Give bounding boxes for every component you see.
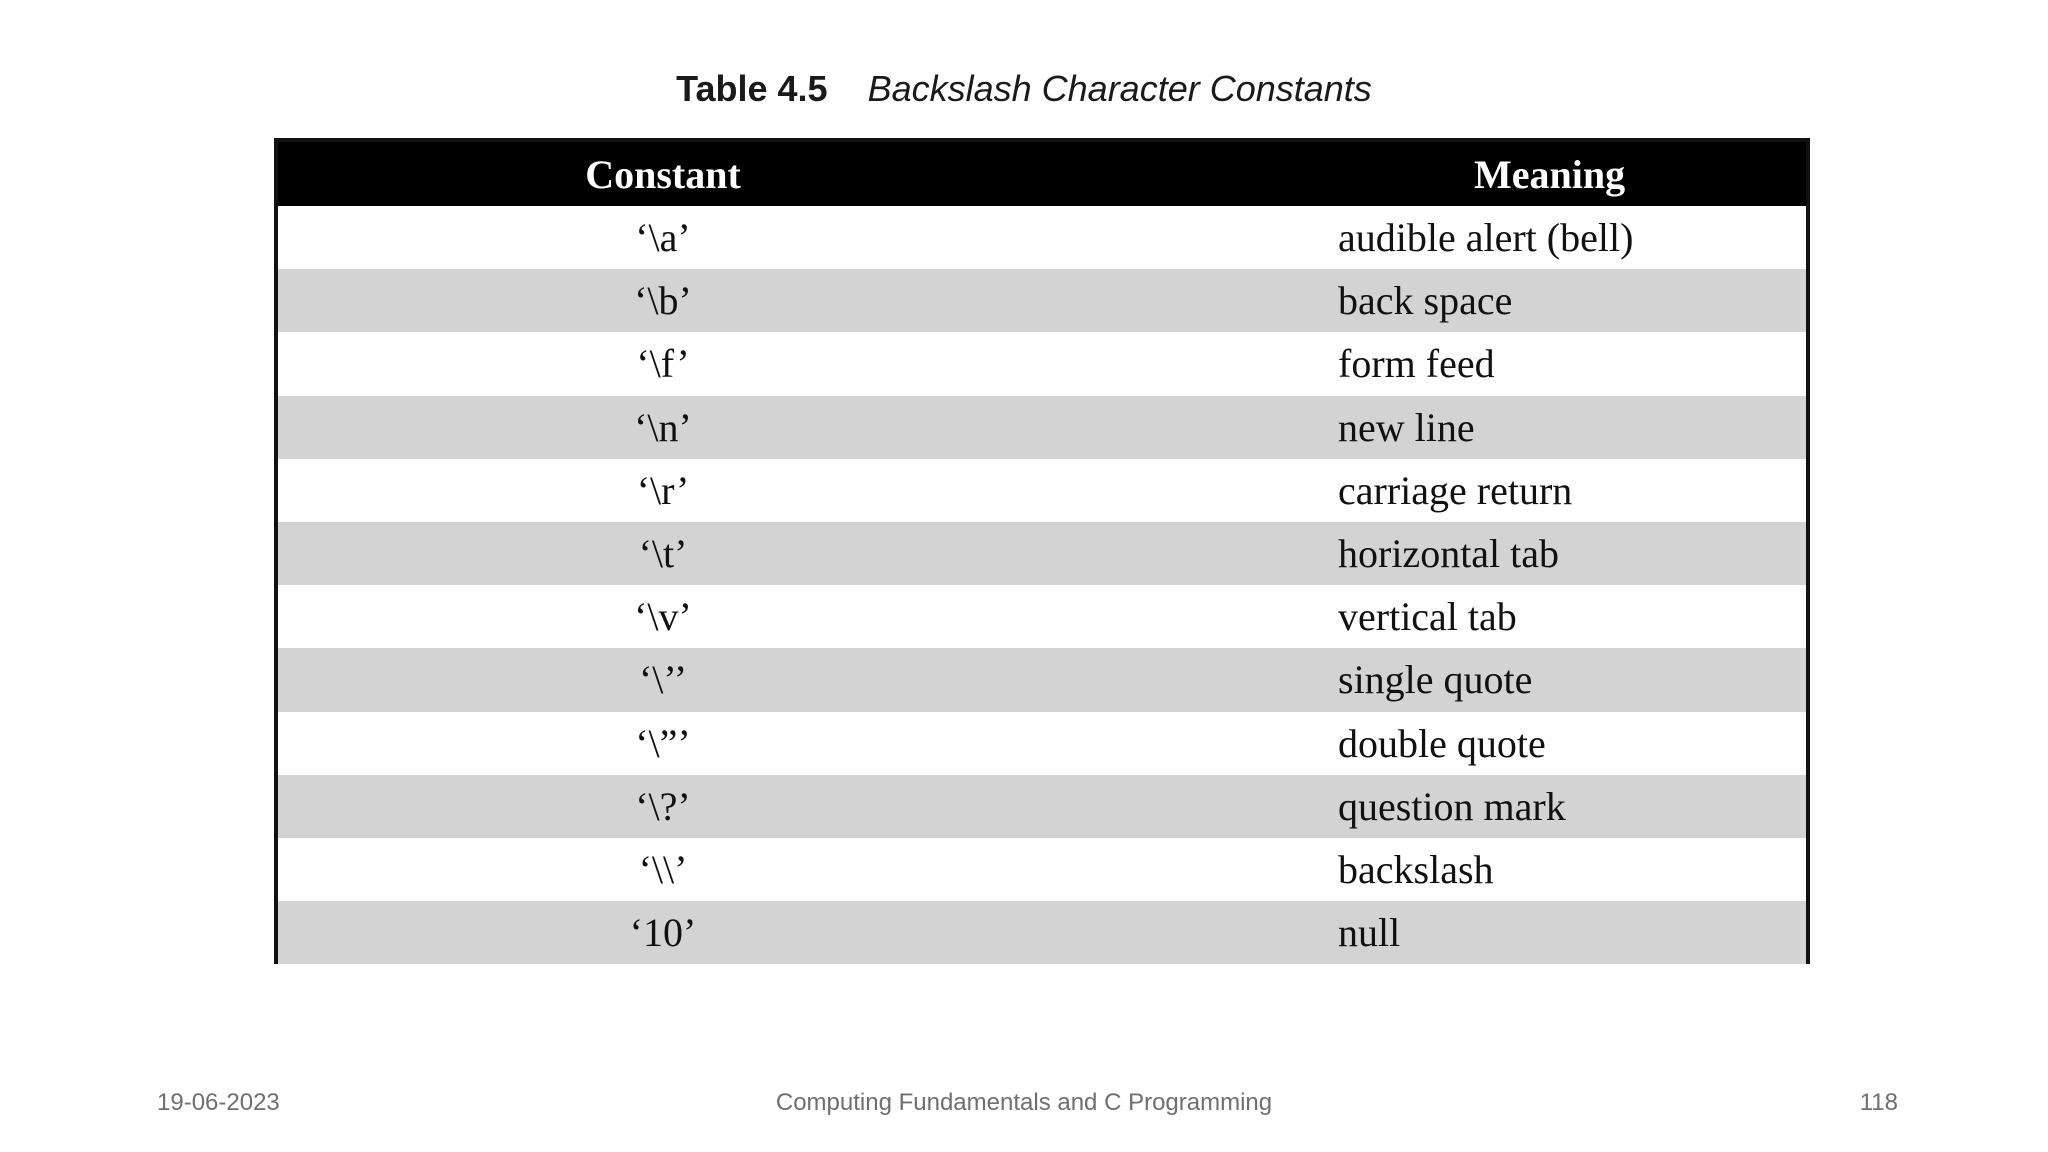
meaning-cell: form feed — [1338, 341, 1495, 387]
constant-cell: ‘\’’ — [638, 657, 688, 703]
meaning-cell: question mark — [1338, 783, 1566, 829]
constant-cell: ‘10’ — [629, 910, 697, 956]
table-header — [278, 142, 1806, 206]
table-row — [278, 206, 1806, 269]
constant-cell: ‘\?’ — [635, 783, 691, 829]
meaning-cell: single quote — [1338, 657, 1533, 703]
table-row — [278, 269, 1806, 332]
meaning-cell: null — [1338, 910, 1401, 956]
meaning-cell: back space — [1338, 278, 1513, 324]
header-row — [278, 142, 1806, 206]
meaning-cell: audible alert (bell) — [1338, 215, 1634, 261]
table-row — [278, 838, 1806, 901]
footer-title: Computing Fundamentals and C Programming — [775, 1089, 1273, 1116]
constant-cell: ‘\”’ — [635, 720, 691, 766]
table-row — [278, 712, 1806, 775]
meaning-cell: backslash — [1338, 846, 1494, 892]
table-title: Backslash Character Constants — [867, 68, 1372, 109]
table-body — [278, 206, 1806, 964]
constant-cell: ‘\v’ — [634, 594, 692, 640]
footer-date: 19-06-2023 — [157, 1089, 280, 1116]
meaning-cell: new line — [1338, 404, 1475, 450]
meaning-cell: carriage return — [1338, 467, 1573, 513]
table-row — [278, 396, 1806, 459]
constant-cell: ‘\t’ — [638, 531, 688, 577]
table-row — [278, 775, 1806, 838]
constant-cell: ‘\a’ — [635, 215, 691, 261]
table-row — [278, 585, 1806, 648]
table-row — [278, 648, 1806, 711]
meaning-cell: horizontal tab — [1338, 531, 1560, 577]
table-row — [278, 459, 1806, 522]
header-constant: Constant — [585, 151, 741, 197]
page-number: 118 — [1859, 1089, 1898, 1116]
meaning-cell: vertical tab — [1338, 594, 1517, 640]
table-caption — [0, 64, 2048, 114]
header-meaning: Meaning — [1474, 151, 1626, 197]
constant-cell: ‘\r’ — [636, 467, 690, 513]
meaning-cell: double quote — [1338, 720, 1546, 766]
table-row — [278, 332, 1806, 395]
constant-cell: ‘\b’ — [634, 278, 692, 324]
constants-table — [278, 142, 1806, 964]
table-row — [278, 522, 1806, 585]
constant-cell: ‘\f’ — [636, 341, 690, 387]
constants-table-container — [274, 138, 1810, 964]
constant-cell: ‘\n’ — [634, 404, 692, 450]
table-row — [278, 901, 1806, 964]
table-number: Table 4.5 — [676, 68, 828, 109]
constant-cell: ‘\\’ — [638, 846, 688, 892]
